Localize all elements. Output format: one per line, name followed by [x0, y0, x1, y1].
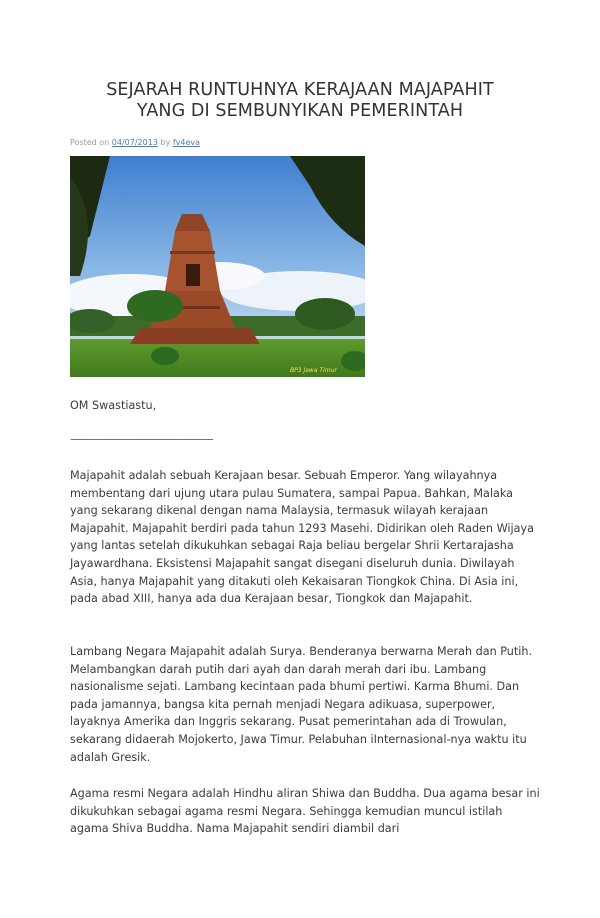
article-title-line-2: YANG DI SEMBUNYIKAN PEMERINTAH — [136, 101, 464, 121]
article-title — [0, 80, 600, 122]
image-caption: BP3 Jawa Timur — [290, 367, 337, 374]
post-date-link[interactable]: 04/07/2013 — [111, 138, 158, 147]
article-title-line-1: SEJARAH RUNTUHNYA KERAJAAN MAJAPAHIT — [106, 80, 494, 100]
post-meta — [70, 138, 200, 147]
posted-label: Posted on — [70, 138, 110, 147]
greeting: OM Swastiastu, — [70, 399, 157, 412]
author-link[interactable]: fv4eva — [172, 138, 201, 147]
article-photo — [70, 156, 365, 377]
paragraph: Majapahit adalah sebuah Kerajaan besar. Sebuah Emperor. Yang wilayahnya membentang dari ujung utara pulau Sumatera, sampai Papua. Bahkan, Malaka yang sekarang dikenal dengan nama Malaysia, termasuk wilayah kerajaan Majapahit. Majapahit berdiri pada tahun 1293 Masehi. Didirikan oleh Raden Wijaya yang lantas setelah dikukuhkan sebagai Raja beliau bergelar Shrii Kertarajasha Jayawardhana. Eksistensi Majapahit sangat disegani diseluruh dunia. Diwilayah Asia, hanya Majapahit yang ditakuti oleh Kekaisaran Tiongkok China. Di Asia ini, pada abad XIII, hanya ada dua Kerajaan besar, Tiongkok dan Majapahit. — [70, 469, 534, 606]
separator: —————————————— — [70, 433, 213, 446]
by-label: by — [160, 138, 171, 147]
paragraph: Lambang Negara Majapahit adalah Surya. Benderanya berwarna Merah dan Putih. Melambangkan darah putih dari ayah dan darah merah dari ibu. Lambang nasionalisme sejati. Lambang kecintaan pada bhumi pertiwi. Karma Bhumi. Dan pada jamannya, bangsa kita pernah menjadi Negara adikuasa, superpower, layaknya Amerika dan Inggris sekarang. Pusat pemerintahan ada di Trowulan, sekarang didaerah Mojokerto, Jawa Timur. Pelabuhan iInternasional-nya waktu itu adalah Gresik. — [70, 645, 533, 764]
paragraph: Agama resmi Negara adalah Hindhu aliran Shiwa dan Buddha. Dua agama besar ini dikukuhkan sebagai agama resmi Negara. Sehingga kemudian muncul istilah agama Shiva Buddha. Nama Majapahit sendiri diambil dari — [70, 787, 540, 836]
